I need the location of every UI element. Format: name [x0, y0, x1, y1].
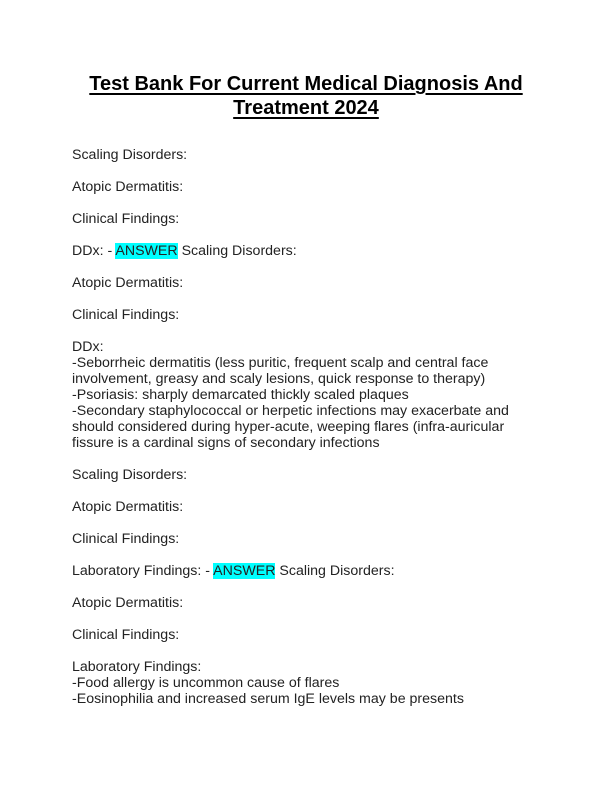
paragraph-atopic-dermatitis-3: Atopic Dermatitis: — [72, 499, 184, 515]
paragraph-scaling-disorders-1: Scaling Disorders: — [72, 147, 188, 163]
paragraph-ddx-question — [72, 243, 542, 259]
title-line-1: Test Bank For Current Medical Diagnosis And — [89, 73, 523, 95]
lab-prefix: Laboratory Findings: - — [72, 563, 214, 579]
paragraph-lab-question — [72, 563, 542, 579]
paragraph-atopic-dermatitis-2: Atopic Dermatitis: — [72, 275, 184, 291]
ddx-prefix: DDx: - — [72, 243, 116, 259]
answer-highlight-2: ANSWER — [213, 563, 276, 579]
text-line: -Eosinophilia and increased serum IgE levels may be presents — [72, 691, 464, 707]
paragraph-ddx-answer — [72, 339, 542, 451]
paragraph-clinical-findings-4: Clinical Findings: — [72, 627, 180, 643]
text-line: DDx: — [72, 339, 104, 355]
paragraph-clinical-findings-2: Clinical Findings: — [72, 307, 180, 323]
text-line: fissure is a cardinal signs of secondary infections — [72, 435, 380, 451]
document-body — [72, 147, 542, 723]
text-line: Laboratory Findings: — [72, 659, 202, 675]
lab-suffix: Scaling Disorders: — [275, 563, 395, 579]
paragraph-atopic-dermatitis-1: Atopic Dermatitis: — [72, 179, 184, 195]
paragraph-clinical-findings-1: Clinical Findings: — [72, 211, 180, 227]
text-line: -Psoriasis: sharply demarcated thickly scaled plaques — [72, 387, 409, 403]
paragraph-scaling-disorders-2: Scaling Disorders: — [72, 467, 188, 483]
document-title — [40, 72, 572, 120]
paragraph-lab-answer — [72, 659, 542, 707]
ddx-suffix: Scaling Disorders: — [177, 243, 297, 259]
title-line-2: Treatment 2024 — [233, 97, 379, 119]
paragraph-atopic-dermatitis-4: Atopic Dermatitis: — [72, 595, 184, 611]
text-line: -Secondary staphylococcal or herpetic infections may exacerbate and — [72, 403, 509, 419]
text-line: should considered during hyper-acute, weeping flares (infra-auricular — [72, 419, 505, 435]
text-line: involvement, greasy and scaly lesions, quick response to therapy) — [72, 371, 486, 387]
text-line: -Seborrheic dermatitis (less puritic, frequent scalp and central face — [72, 355, 489, 371]
paragraph-clinical-findings-3: Clinical Findings: — [72, 531, 180, 547]
text-line: -Food allergy is uncommon cause of flares — [72, 675, 340, 691]
answer-highlight-1: ANSWER — [115, 243, 178, 259]
